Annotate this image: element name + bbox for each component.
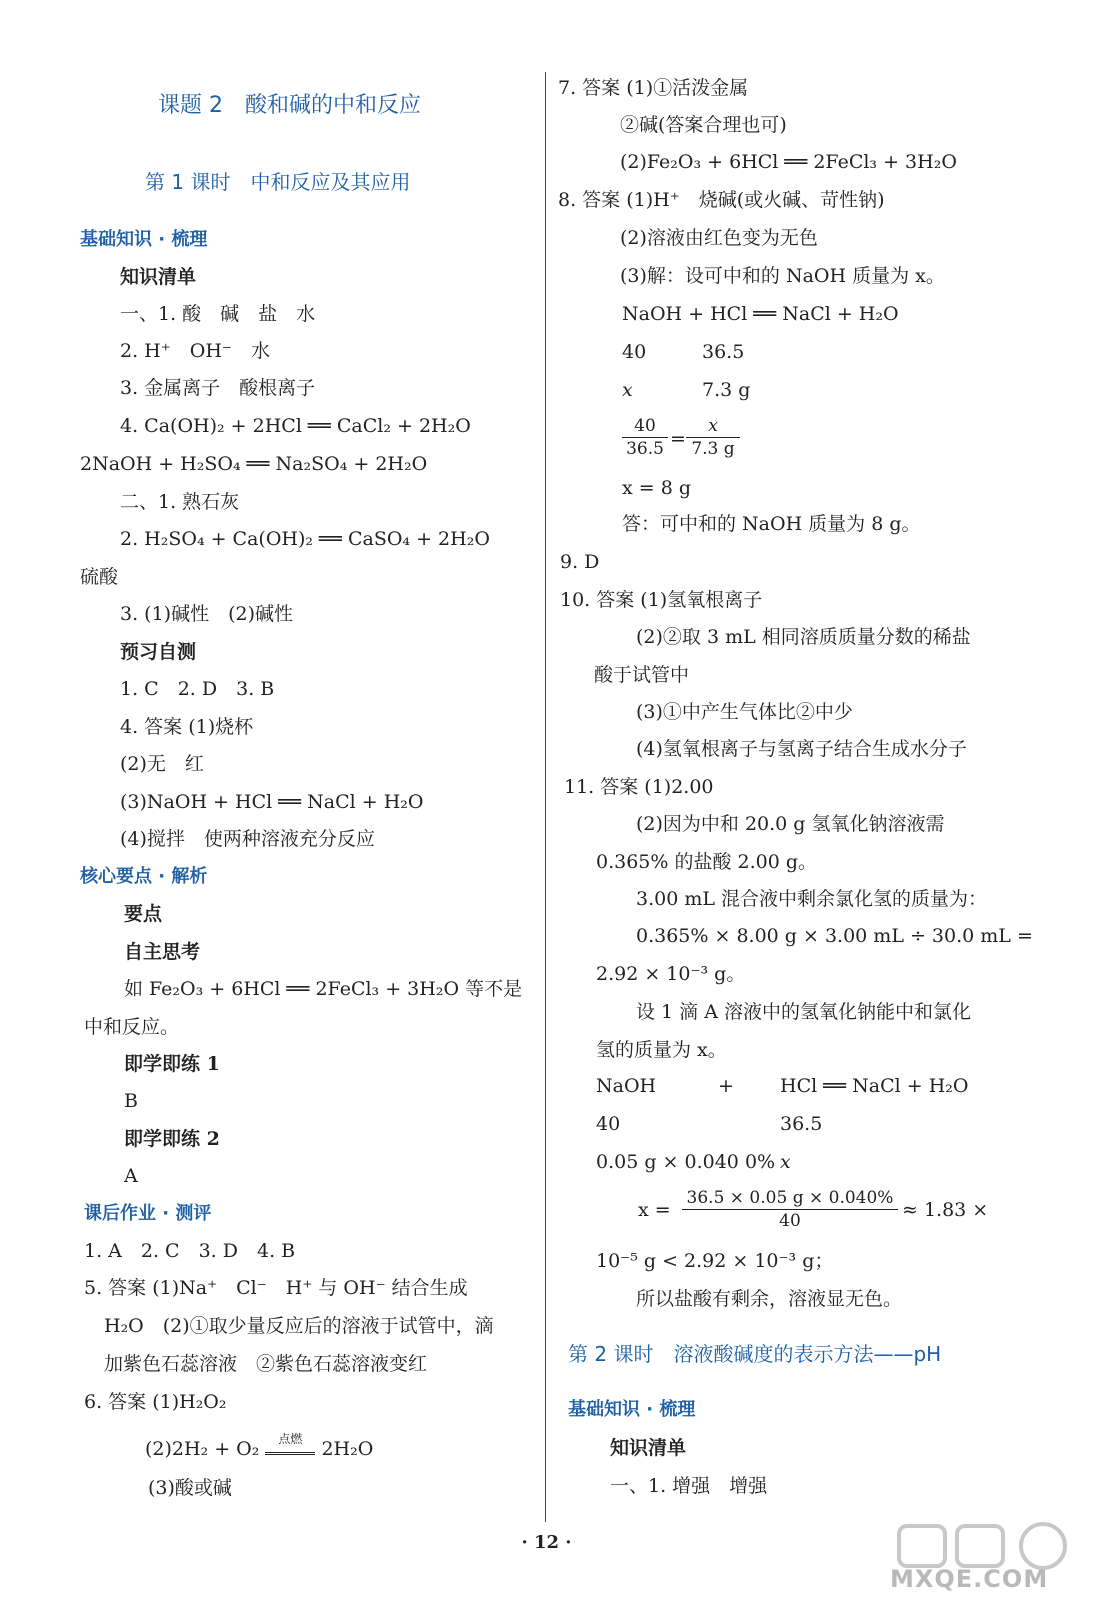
section-basic-knowledge: 基础知识 · 梳理 <box>80 229 208 250</box>
answer-line: 酸于试管中 <box>594 664 690 686</box>
answer-line: 1. A 2. C 3. D 4. B <box>84 1240 296 1262</box>
lesson-title: 课题 2 酸和碱的中和反应 <box>158 93 421 118</box>
fraction-numerator: 40 <box>634 416 656 436</box>
answer-line: x = 8 g <box>622 477 692 499</box>
answer-line: (3)酸或碱 <box>148 1477 232 1499</box>
fraction-numerator: x <box>708 416 718 436</box>
answer-line: 0.365% × 8.00 g × 3.00 mL ÷ 30.0 mL = <box>636 925 1033 947</box>
answer-line: (4)氢氧根离子与氢离子结合生成水分子 <box>636 738 967 760</box>
reaction-arrow <box>265 1452 315 1455</box>
answer-line: 9. D <box>560 551 600 573</box>
answer-line: 设 1 滴 A 溶液中的氢氧化钠能中和氯化 <box>636 1001 971 1023</box>
practice2-answer: A <box>124 1165 138 1187</box>
calc-value: x <box>780 1151 791 1173</box>
answer-line: (2)无 红 <box>120 753 204 775</box>
knowledge-list-heading: 知识清单 <box>120 266 197 288</box>
answer-line: 11. 答案 (1)2.00 <box>564 776 714 798</box>
section-core-points: 核心要点 · 解析 <box>80 866 208 887</box>
fraction-large <box>682 1187 898 1232</box>
answer-line: 0.365% 的盐酸 2.00 g。 <box>596 851 818 873</box>
equation-part: x = <box>638 1199 671 1221</box>
answer-line: 一、1. 增强 增强 <box>610 1475 768 1497</box>
equation-part: NaOH <box>596 1075 657 1097</box>
fraction-right <box>686 415 740 460</box>
answer-line: (3)①中产生气体比②中少 <box>636 701 853 723</box>
self-think-heading: 自主思考 <box>124 941 201 963</box>
answer-line: 3.00 mL 混合液中剩余氯化氢的质量为： <box>636 888 988 910</box>
calc-value: x <box>622 379 633 401</box>
answer-line: 2.92 × 10⁻³ g。 <box>596 963 746 985</box>
column-divider <box>545 72 546 1522</box>
answer-line: 1. C 2. D 3. B <box>120 678 275 700</box>
key-point-heading: 要点 <box>124 903 163 925</box>
answer-line: 10. 答案 (1)氢氧根离子 <box>560 589 763 611</box>
watermark-text: MXQE.COM <box>890 1565 1049 1593</box>
answer-line: 2. H⁺ OH⁻ 水 <box>120 340 270 362</box>
answer-line: 6. 答案 (1)H₂O₂ <box>84 1391 227 1413</box>
answer-line: (4)搅拌 使两种溶液充分反应 <box>120 828 375 850</box>
answer-line: 7. 答案 (1)①活泼金属 <box>558 77 749 99</box>
answer-line: 氢的质量为 x。 <box>596 1039 727 1061</box>
section-basic-knowledge-2: 基础知识 · 梳理 <box>568 1399 696 1420</box>
reaction-condition <box>265 1432 315 1455</box>
answer-line: 答：可中和的 NaOH 质量为 8 g。 <box>622 513 921 535</box>
answer-line: 如 Fe₂O₃ + 6HCl ══ 2FeCl₃ + 3H₂O 等不是 <box>124 978 523 1000</box>
equation-line <box>145 1432 374 1461</box>
equation-products: 2H₂O <box>315 1438 374 1460</box>
answer-line: 加紫色石蕊溶液 ②紫色石蕊溶液变红 <box>104 1353 428 1375</box>
knowledge-list-heading-2: 知识清单 <box>610 1437 687 1459</box>
equation-line: (3)NaOH + HCl ══ NaCl + H₂O <box>120 791 424 813</box>
answer-line: 3. 金属离子 酸根离子 <box>120 377 316 399</box>
answer-line: 4. 答案 (1)烧杯 <box>120 716 254 738</box>
equation-part: + <box>718 1075 734 1097</box>
fraction-denominator: 40 <box>682 1209 898 1232</box>
answer-line: 硫酸 <box>80 566 119 588</box>
answer-line: 5. 答案 (1)Na⁺ Cl⁻ H⁺ 与 OH⁻ 结合生成 <box>84 1277 468 1299</box>
answer-line: (3)解：设可中和的 NaOH 质量为 x。 <box>620 265 945 287</box>
equation-line: 2NaOH + H₂SO₄ ══ Na₂SO₄ + 2H₂O <box>80 453 428 475</box>
fraction-denominator: 36.5 <box>622 437 668 460</box>
fraction-left <box>622 415 668 460</box>
practice2-heading: 即学即练 2 <box>124 1128 220 1150</box>
equation-line: (2)Fe₂O₃ + 6HCl ══ 2FeCl₃ + 3H₂O <box>620 151 957 173</box>
equals-sign: = <box>670 428 686 450</box>
ignite-condition: 点燃 <box>278 1432 303 1446</box>
equation-part: HCl ══ NaCl + H₂O <box>780 1075 969 1097</box>
session2-title: 第 2 课时 溶液酸碱度的表示方法——pH <box>568 1342 942 1366</box>
page-number: · 12 · <box>521 1532 572 1553</box>
fraction-denominator: 7.3 g <box>686 437 740 460</box>
answer-line: 所以盐酸有剩余，溶液显无色。 <box>636 1288 903 1310</box>
answer-line: 10⁻⁵ g < 2.92 × 10⁻³ g； <box>596 1250 834 1272</box>
answer-line: H₂O (2)①取少量反应后的溶液于试管中，滴 <box>104 1315 494 1337</box>
practice1-heading: 即学即练 1 <box>124 1053 220 1075</box>
section-after-class: 课后作业 · 测评 <box>84 1203 212 1224</box>
equation-part: ≈ 1.83 × <box>902 1199 989 1221</box>
calc-value: 40 <box>622 341 647 363</box>
answer-line: 8. 答案 (1)H⁺ 烧碱(或火碱、苛性钠) <box>558 189 885 211</box>
practice1-answer: B <box>124 1090 138 1112</box>
equation-line: NaOH + HCl ══ NaCl + H₂O <box>622 303 899 325</box>
answer-line: (2)②取 3 mL 相同溶质质量分数的稀盐 <box>636 626 971 648</box>
answer-line: (2)因为中和 20.0 g 氢氧化钠溶液需 <box>636 813 945 835</box>
equation-reactants: (2)2H₂ + O₂ <box>145 1438 266 1460</box>
calc-value: 40 <box>596 1113 621 1135</box>
calc-value: 36.5 <box>780 1113 823 1135</box>
answer-line: 二、1. 熟石灰 <box>120 491 240 513</box>
session1-title: 第 1 课时 中和反应及其应用 <box>145 170 411 194</box>
calc-value: 36.5 <box>702 341 745 363</box>
answer-line: (2)溶液由红色变为无色 <box>620 227 818 249</box>
calc-value: 0.05 g × 0.040 0% <box>596 1151 776 1173</box>
answer-line: ②碱(答案合理也可) <box>620 114 787 136</box>
calc-value: 7.3 g <box>702 379 751 401</box>
answer-line: 3. (1)碱性 (2)碱性 <box>120 603 293 625</box>
equation-line: 2. H₂SO₄ + Ca(OH)₂ ══ CaSO₄ + 2H₂O <box>120 528 490 550</box>
answer-line: 一、1. 酸 碱 盐 水 <box>120 303 316 325</box>
answer-line: 中和反应。 <box>84 1016 180 1038</box>
fraction-numerator: 36.5 × 0.05 g × 0.040% <box>686 1188 894 1208</box>
preview-test-heading: 预习自测 <box>120 641 197 663</box>
equation-line: 4. Ca(OH)₂ + 2HCl ══ CaCl₂ + 2H₂O <box>120 415 471 437</box>
